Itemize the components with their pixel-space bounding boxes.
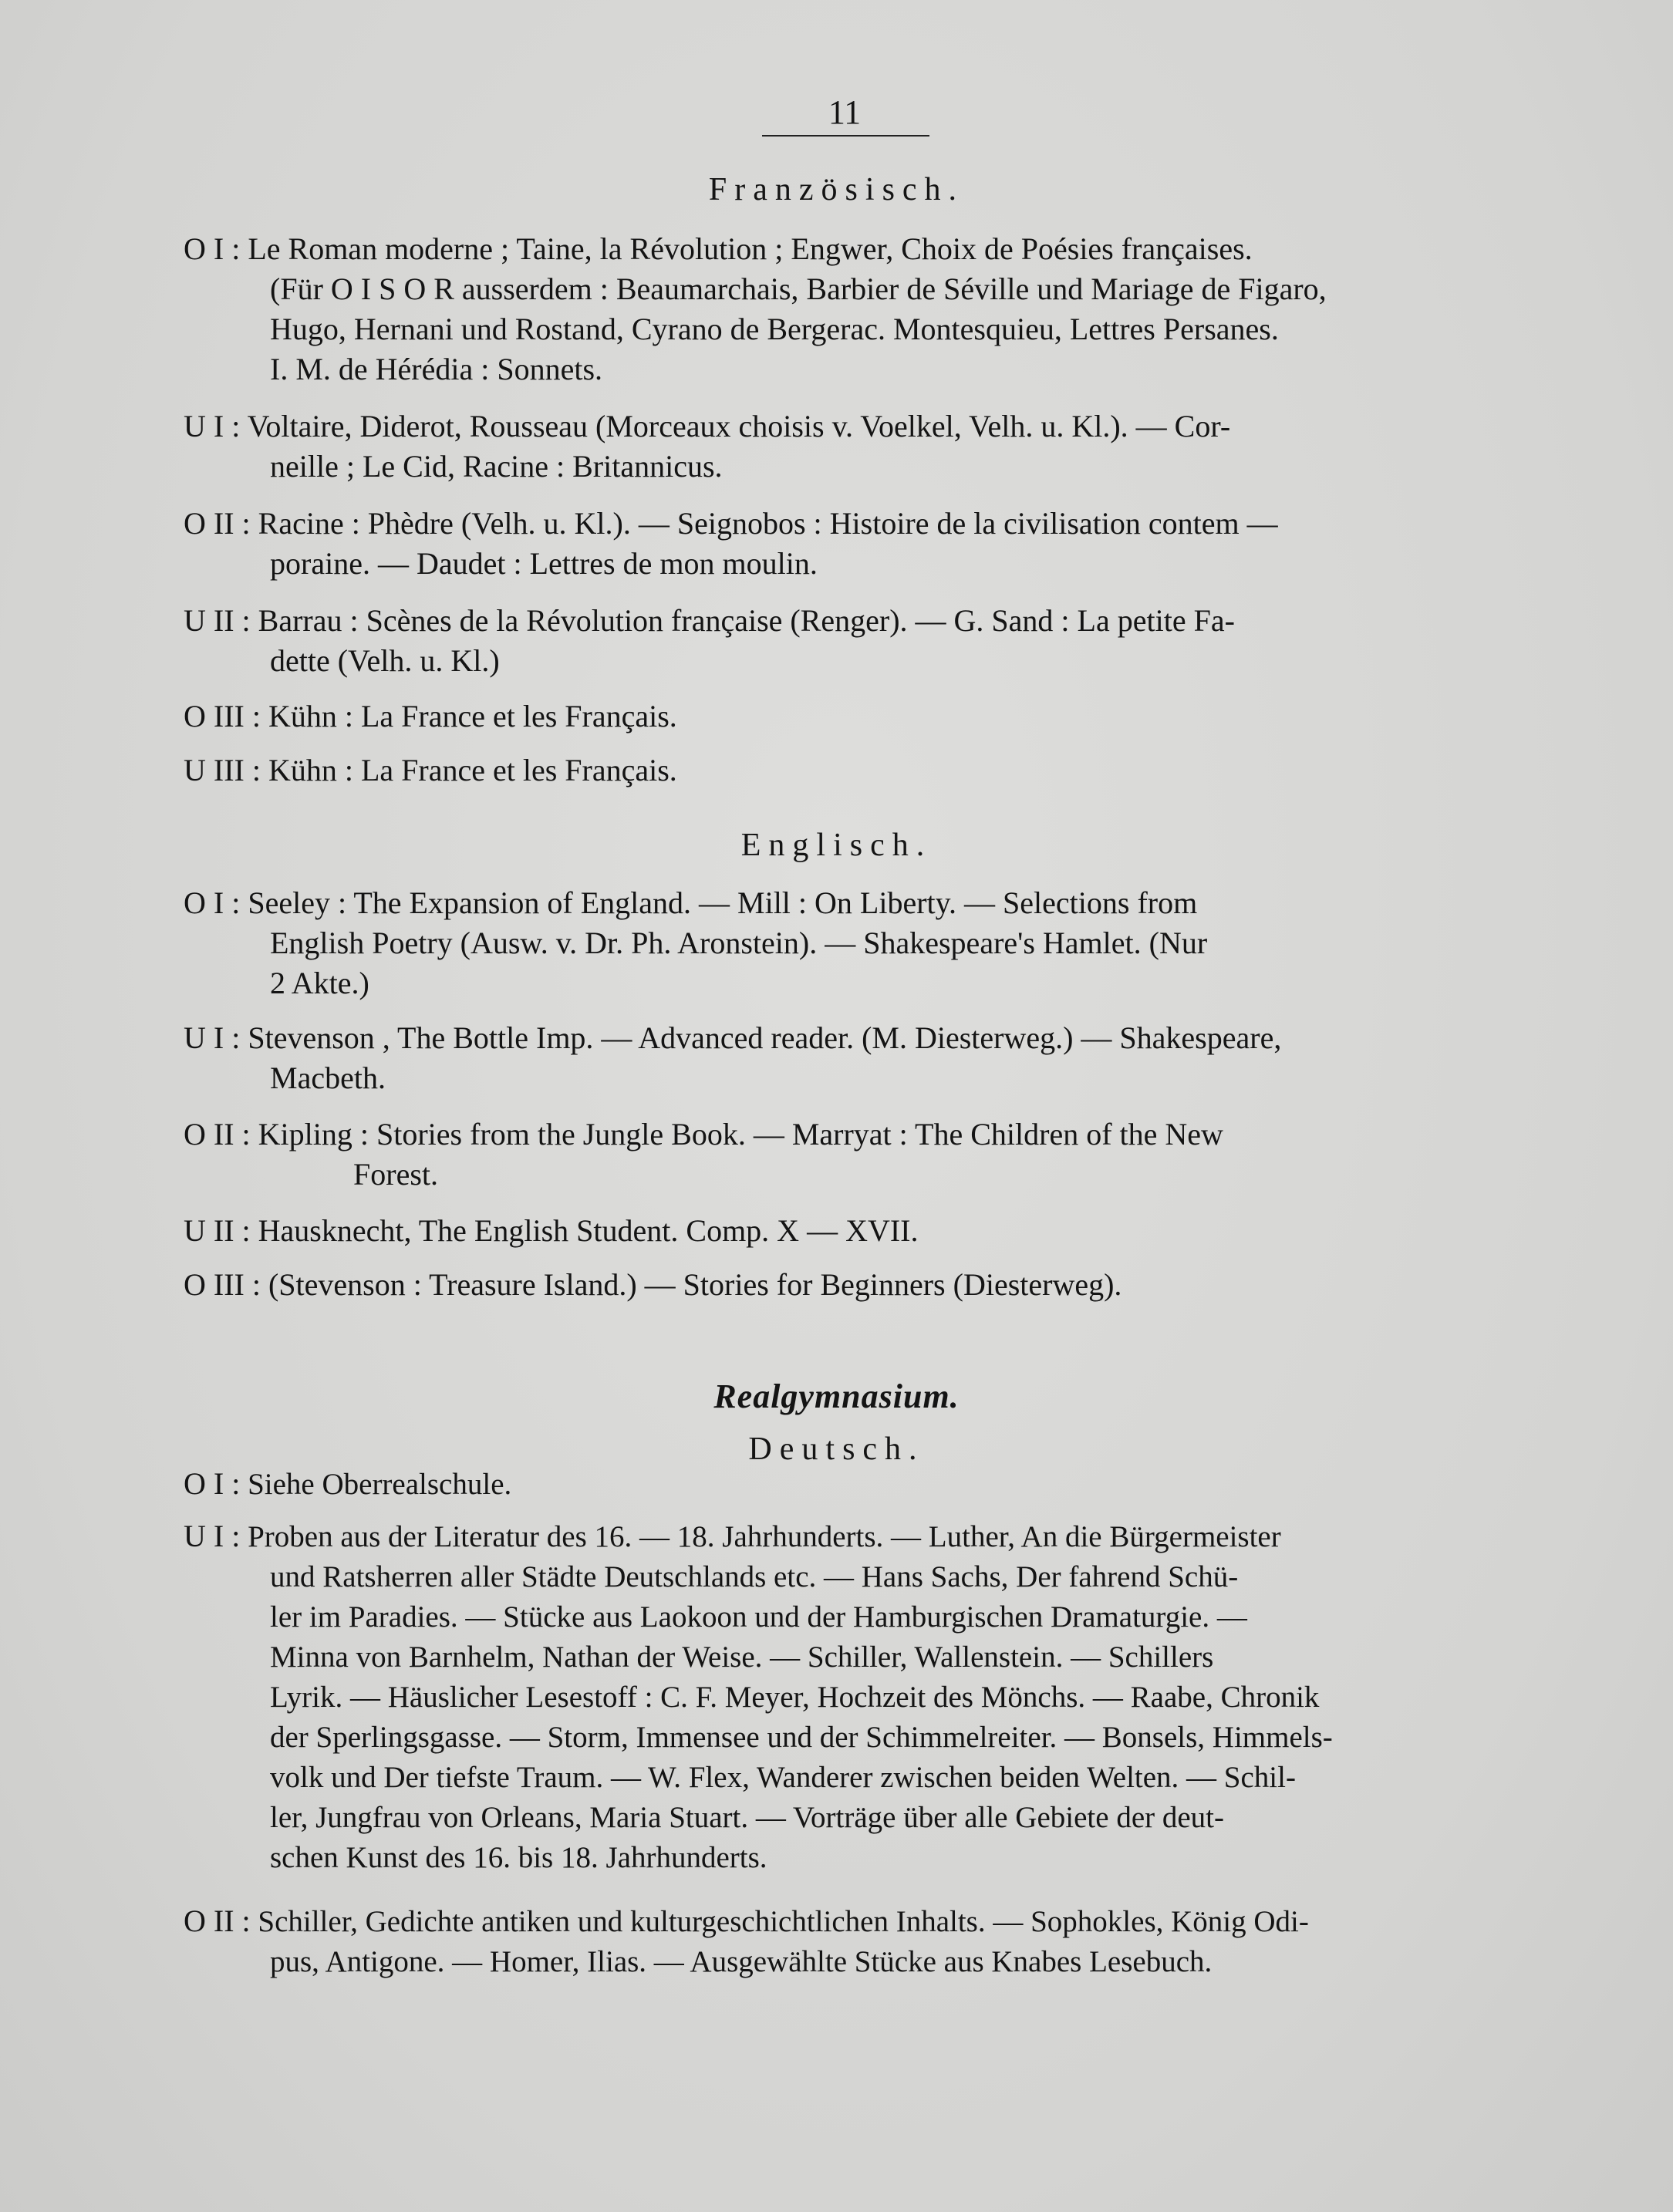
- entry-line: Minna von Barnhelm, Nathan der Weise. — Schiller, Wallenstein. — Schillers: [270, 1640, 1214, 1674]
- french-entry-ui: [184, 406, 1510, 487]
- entry-line: Siehe Oberrealschule.: [248, 1468, 512, 1501]
- entry-label: U II :: [184, 603, 251, 638]
- french-entry-oiii: [184, 696, 1510, 737]
- entry-line: Seeley : The Expansion of England. — Mill : On Liberty. — Selections from: [248, 885, 1198, 920]
- heading-realgymnasium: Realgymnasium.: [713, 1377, 960, 1415]
- entry-label: O I :: [184, 1466, 241, 1501]
- entry-line: Lyrik. — Häuslicher Lesestoff : C. F. Meyer, Hochzeit des Mönchs. — Raabe, Chronik: [270, 1681, 1320, 1714]
- entry-label: U I :: [184, 409, 241, 443]
- entry-line: und Ratsherren aller Städte Deutschlands etc. — Hans Sachs, Der fahrend Schü-: [270, 1560, 1239, 1593]
- entry-label: U I :: [184, 1519, 241, 1553]
- heading-french: Französisch.: [708, 172, 965, 207]
- entry-line: Hugo, Hernani und Rostand, Cyrano de Bergerac. Montesquieu, Lettres Persanes.: [270, 312, 1279, 346]
- entry-line: pus, Antigone. — Homer, Ilias. — Ausgewählte Stücke aus Knabes Lesebuch.: [270, 1945, 1213, 1978]
- french-entry-uiii: [184, 750, 1510, 791]
- entry-label: O I :: [184, 885, 241, 920]
- entry-line: Kipling : Stories from the Jungle Book. — Marryat : The Children of the New: [258, 1117, 1223, 1152]
- entry-label: O II :: [184, 1117, 251, 1152]
- entry-line: English Poetry (Ausw. v. Dr. Ph. Aronstein). — Shakespeare's Hamlet. (Nur: [270, 926, 1208, 960]
- heading-deutsch: Deutsch.: [748, 1431, 925, 1467]
- page-number: 11: [828, 93, 862, 131]
- entry-label: U II :: [184, 1213, 251, 1248]
- entry-label: O II :: [184, 506, 251, 541]
- entry-line: Kühn : La France et les Français.: [268, 753, 677, 787]
- entry-line: ler, Jungfrau von Orleans, Maria Stuart. — Vorträge über alle Gebiete der deut-: [270, 1801, 1224, 1834]
- heading-english: Englisch.: [740, 828, 933, 863]
- entry-label: O III :: [184, 1267, 261, 1302]
- french-entry-oii: [184, 504, 1510, 584]
- english-entry-oii: [184, 1114, 1510, 1195]
- entry-line: neille ; Le Cid, Racine : Britannicus.: [270, 449, 723, 484]
- entry-line: schen Kunst des 16. bis 18. Jahrhunderts.: [270, 1841, 767, 1874]
- deutsch-entry-oi: [184, 1464, 1510, 1505]
- french-entry-oi: [184, 229, 1510, 389]
- entry-label: O I :: [184, 231, 241, 266]
- entry-line: dette (Velh. u. Kl.): [270, 643, 500, 678]
- entry-label: O III :: [184, 699, 261, 733]
- entry-line: Barrau : Scènes de la Révolution française (Renger). — G. Sand : La petite Fa-: [258, 603, 1235, 638]
- entry-line: Racine : Phèdre (Velh. u. Kl.). — Seignobos : Histoire de la civilisation contem —: [258, 506, 1278, 541]
- entry-label: O II :: [184, 1903, 251, 1938]
- entry-line: (Für O I S O R ausserdem : Beaumarchais, Barbier de Séville und Mariage de Figaro,: [270, 271, 1327, 306]
- english-entry-oiii: [184, 1265, 1510, 1305]
- entry-line: Voltaire, Diderot, Rousseau (Morceaux choisis v. Voelkel, Velh. u. Kl.). — Cor-: [247, 409, 1231, 443]
- entry-line: (Stevenson : Treasure Island.) — Stories for Beginners (Diesterweg).: [268, 1267, 1122, 1302]
- entry-line: Forest.: [353, 1157, 438, 1192]
- entry-label: U I :: [184, 1020, 241, 1055]
- entry-line: ler im Paradies. — Stücke aus Laokoon und der Hamburgischen Dramaturgie. —: [270, 1600, 1247, 1634]
- deutsch-entry-oii: [184, 1901, 1510, 1982]
- entry-line: Le Roman moderne ; Taine, la Révolution ; Engwer, Choix de Poésies françaises.: [248, 231, 1253, 266]
- entry-line: Stevenson , The Bottle Imp. — Advanced reader. (M. Diesterweg.) — Shakespeare,: [248, 1020, 1282, 1055]
- entry-line: poraine. — Daudet : Lettres de mon moulin.: [270, 546, 818, 581]
- entry-line: Schiller, Gedichte antiken und kulturgeschichtlichen Inhalts. — Sophokles, König Odi-: [258, 1905, 1309, 1938]
- entry-label: U III :: [184, 753, 261, 787]
- entry-line: volk und Der tiefste Traum. — W. Flex, Wanderer zwischen beiden Welten. — Schil-: [270, 1761, 1296, 1794]
- entry-line: I. M. de Hérédia : Sonnets.: [270, 352, 603, 386]
- english-entry-ui: [184, 1018, 1510, 1098]
- english-entry-oi: [184, 883, 1510, 1003]
- page-number-rule: [762, 135, 929, 137]
- entry-line: Hausknecht, The English Student. Comp. X — XVII.: [258, 1213, 919, 1248]
- entry-line: Macbeth.: [270, 1060, 386, 1095]
- entry-line: 2 Akte.): [270, 966, 369, 1000]
- entry-line: Proben aus der Literatur des 16. — 18. Jahrhunderts. — Luther, An die Bürgermeister: [248, 1520, 1281, 1553]
- french-entry-uii: [184, 601, 1510, 681]
- entry-line: der Sperlingsgasse. — Storm, Immensee und der Schimmelreiter. — Bonsels, Himmels-: [270, 1721, 1333, 1754]
- entry-line: Kühn : La France et les Français.: [268, 699, 677, 733]
- deutsch-entry-ui: [184, 1516, 1510, 1878]
- english-entry-uii: [184, 1211, 1510, 1251]
